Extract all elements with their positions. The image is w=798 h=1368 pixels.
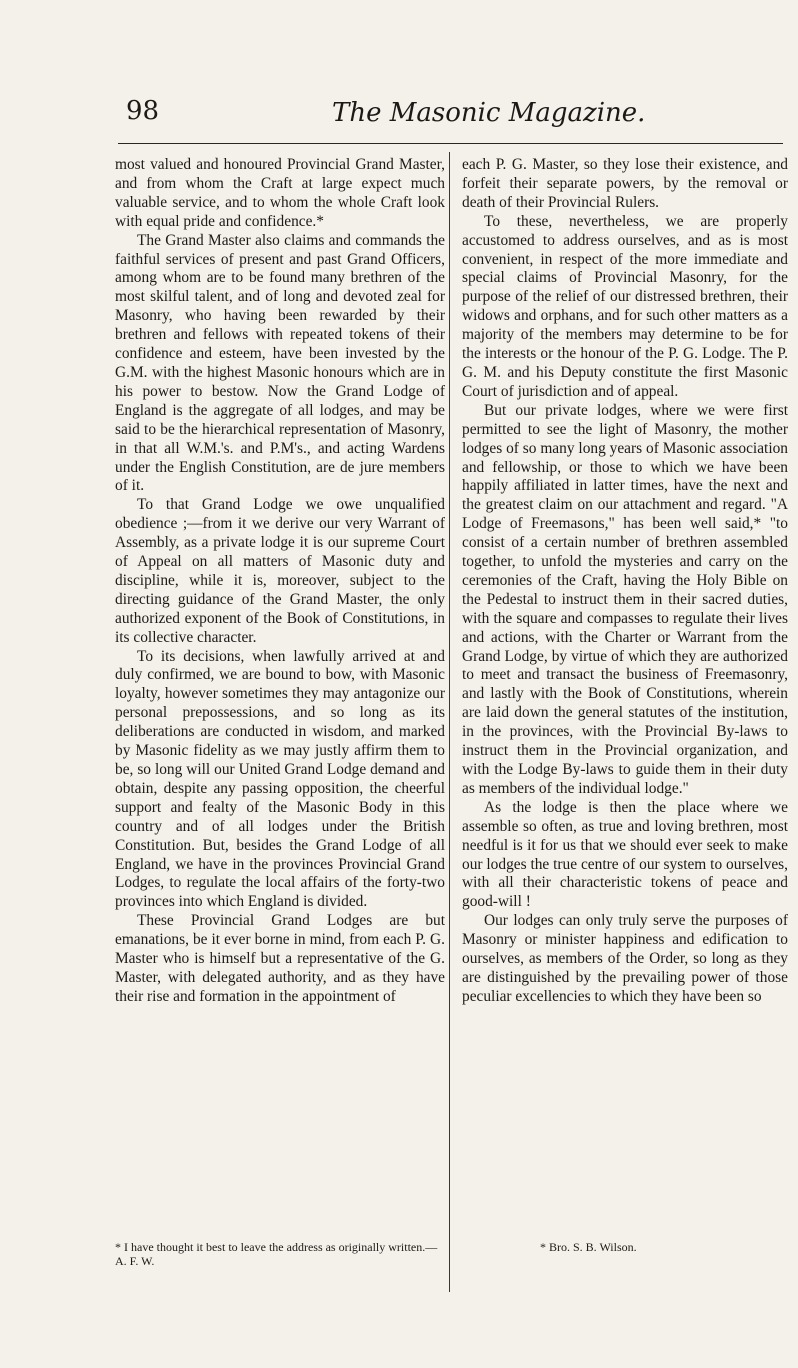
column-divider	[449, 152, 450, 1292]
paragraph: But our private lodges, where we were first permitted to see the light of Masonry, the mother lodges of so many long years of Masonic association and fellowship, or those to which we have been happily affiliated in latter times, have the next and the greatest claim on our attachment and regard. "A Lodge of Freemasons," has been well said,* "to consist of a certain number of brethren assembled together, to unfold the mysteries and carry on the ceremonies of the Craft, having the Holy Bible on the Pedestal to instruct them in their sacred duties, with the square and compasses to regulate their lives and actions, with the Charter or Warrant from the Grand Lodge, by virtue of which they are authorized to meet and transact the business of Freemasonry, and lastly with the Book of Constitutions, wherein are laid down the general statutes of the institution, in the provinces, with the Provincial By-laws to instruct them in the Provincial organization, and with the Lodge By-laws to guide them in their duty as members of the individual lodge."	[462, 401, 788, 797]
paragraph: To its decisions, when lawfully arrived at and duly confirmed, we are bound to bow, with Masonic loyalty, however sometimes they may antagonize our personal prepossessions, and so long as its deliberations are conducted in wisdom, and marked by Masonic fidelity as we may justly affirm them to be, so long will our United Grand Lodge demand and obtain, despite any passing opposition, the cheerful support and fealty of the Masonic Body in this country and of all lodges under the British Constitution. But, besides the Grand Lodge of all England, we have in the provinces Provincial Grand Lodges, to regulate the local affairs of the forty-two provinces into which England is divided.	[115, 647, 445, 911]
paragraph: As the lodge is then the place where we assemble so often, as true and loving brethren, most needful is it for us that we should ever seek to make our lodges the true centre of our system to ourselves, with all their characteristic tokens of peace and good-will !	[462, 798, 788, 911]
paragraph: Our lodges can only truly serve the purposes of Masonry or minister happiness and edification to ourselves, as members of the Order, so long as they are distinguished by the prevailing power of those peculiar excellencies to which they have been so	[462, 912, 788, 1005]
paragraph: each P. G. Master, so they lose their existence, and forfeit their separate powers, by the removal or death of their Provincial Rulers.	[462, 156, 788, 211]
header-rule	[118, 143, 783, 144]
page-header	[118, 96, 788, 136]
left-column	[115, 156, 445, 1007]
paragraph: These Provincial Grand Lodges are but emanations, be it ever borne in mind, from each P. G. Master who is himself but a representative of the G. Master, with delegated authority, and as they have their rise and formation in the appointment of	[115, 912, 445, 1005]
page-number: 98	[126, 96, 160, 126]
paragraph: most valued and honoured Provincial Grand Master, and from whom the Craft at large expect much valuable service, and to whom the whole Craft look with equal pride and confidence.*	[115, 156, 445, 230]
running-title: The Masonic Magazine.	[332, 98, 646, 128]
right-column	[462, 156, 788, 1007]
paragraph: To that Grand Lodge we owe unqualified obedience ;—from it we derive our very Warrant of Assembly, as a private lodge it is our supreme Court of Appeal on all matters of Masonic duty and discipline, while it is, moreover, subject to the directing guidance of the Grand Master, the only authorized exponent of the Book of Constitutions, in its collective character.	[115, 496, 445, 646]
footnote-right: * Bro. S. B. Wilson.	[540, 1240, 637, 1254]
paragraph: The Grand Master also claims and commands the faithful services of present and past Grand Officers, among whom are to be found many brethren of the most skilful talent, and of long and devoted zeal for Masonry, who having been rewarded by their brethren and fellows with repeated tokens of their confidence and esteem, have been invested by the G.M. with the highest Masonic honours which are in his power to bestow. Now the Grand Lodge of England is the aggregate of all lodges, and may be said to be the hierarchical representation of Masonry, in that all W.M.'s. and P.M's., and acting Wardens under the English Constitution, are de jure members of it.	[115, 231, 445, 495]
footnote-left: * I have thought it best to leave the address as originally written.—A. F. W.	[115, 1240, 438, 1268]
paragraph: To these, nevertheless, we are properly accustomed to address ourselves, and as is most convenient, in respect of the more immediate and special claims of Provincial Masonry, for the purpose of the relief of our distressed brethren, their widows and orphans, and for such other matters as a majority of the members may determine to be for the interests or the honour of the P. G. Lodge. The P. G. M. and his Deputy constitute the first Masonic Court of jurisdiction and of appeal.	[462, 212, 788, 400]
